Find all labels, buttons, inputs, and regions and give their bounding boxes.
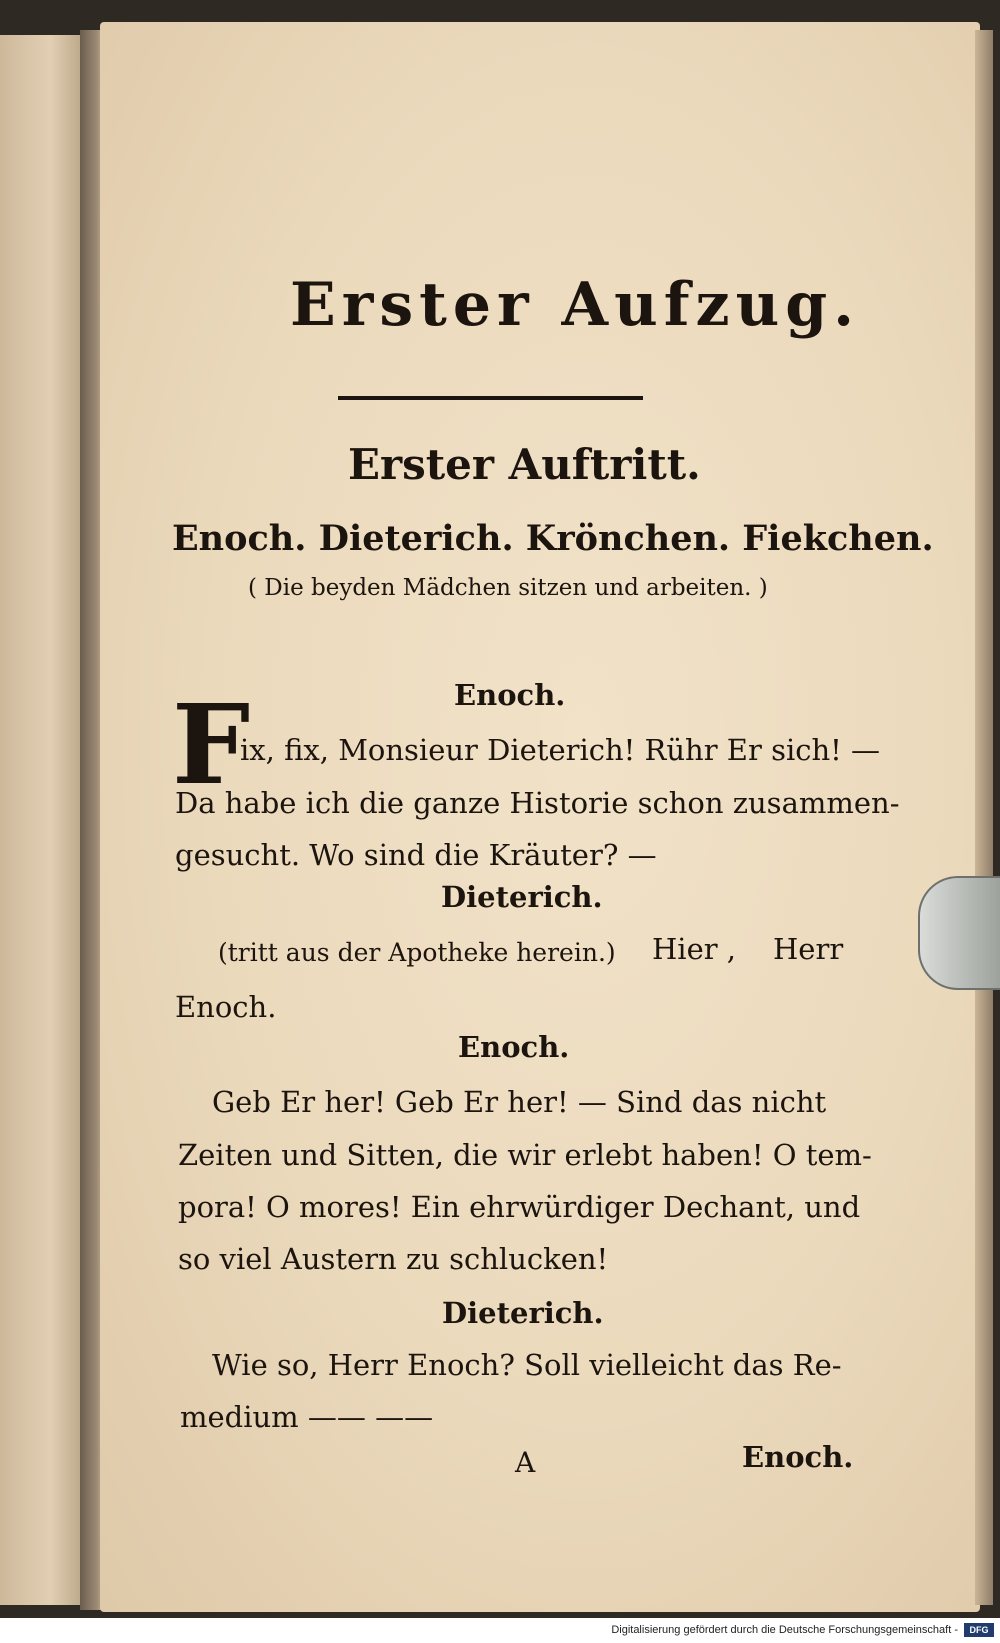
title-divider [338,396,643,400]
speaker-label: Dieterich. [441,880,603,914]
text-line: so viel Austern zu schlucken! [178,1242,609,1276]
opening-stage-direction: ( Die beyden Mädchen sitzen und arbeiten. ) [248,575,768,601]
text-line: Zeiten und Sitten, die wir erlebt haben! O tem- [178,1138,872,1172]
cast-list: Enoch. Dieterich. Krönchen. Fiekchen. [172,518,934,559]
footer-credit: Digitalisierung gefördert durch die Deutsche Forschungsgemeinschaft - [611,1624,958,1636]
decorative-initial: F [172,680,251,809]
dfg-logo: DFG [964,1623,994,1637]
catchword: Enoch. [742,1440,854,1474]
page-stack-edge [975,30,993,1605]
text-line: Enoch. [175,990,277,1024]
stage-direction: (tritt aus der Apotheke herein.) [218,938,616,967]
text-line: Da habe ich die ganze Historie schon zusammen- [175,786,900,820]
speaker-label: Enoch. [458,1030,570,1064]
text-line: gesucht. Wo sind die Kräuter? — [175,838,657,872]
text-line: medium —— —— [180,1400,434,1434]
left-page-edge [0,35,84,1605]
text-line: pora! O mores! Ein ehrwürdiger Dechant, und [178,1190,861,1224]
text-line: ix, fix, Monsieur Dieterich! Rühr Er sich! — [240,733,881,767]
page-clip-icon [918,876,1000,990]
text-line: Geb Er her! Geb Er her! — Sind das nicht [212,1085,827,1119]
speaker-label: Dieterich. [442,1296,604,1330]
text-word: Hier , [652,932,737,966]
text-line: Wie so, Herr Enoch? Soll vielleicht das Re- [212,1348,842,1382]
speaker-label: Enoch. [454,678,566,712]
scene-title: Erster Auftritt. [348,440,701,489]
text-word: Herr [773,932,844,966]
act-title: Erster Aufzug. [290,270,861,340]
signature-mark: A [515,1446,536,1479]
